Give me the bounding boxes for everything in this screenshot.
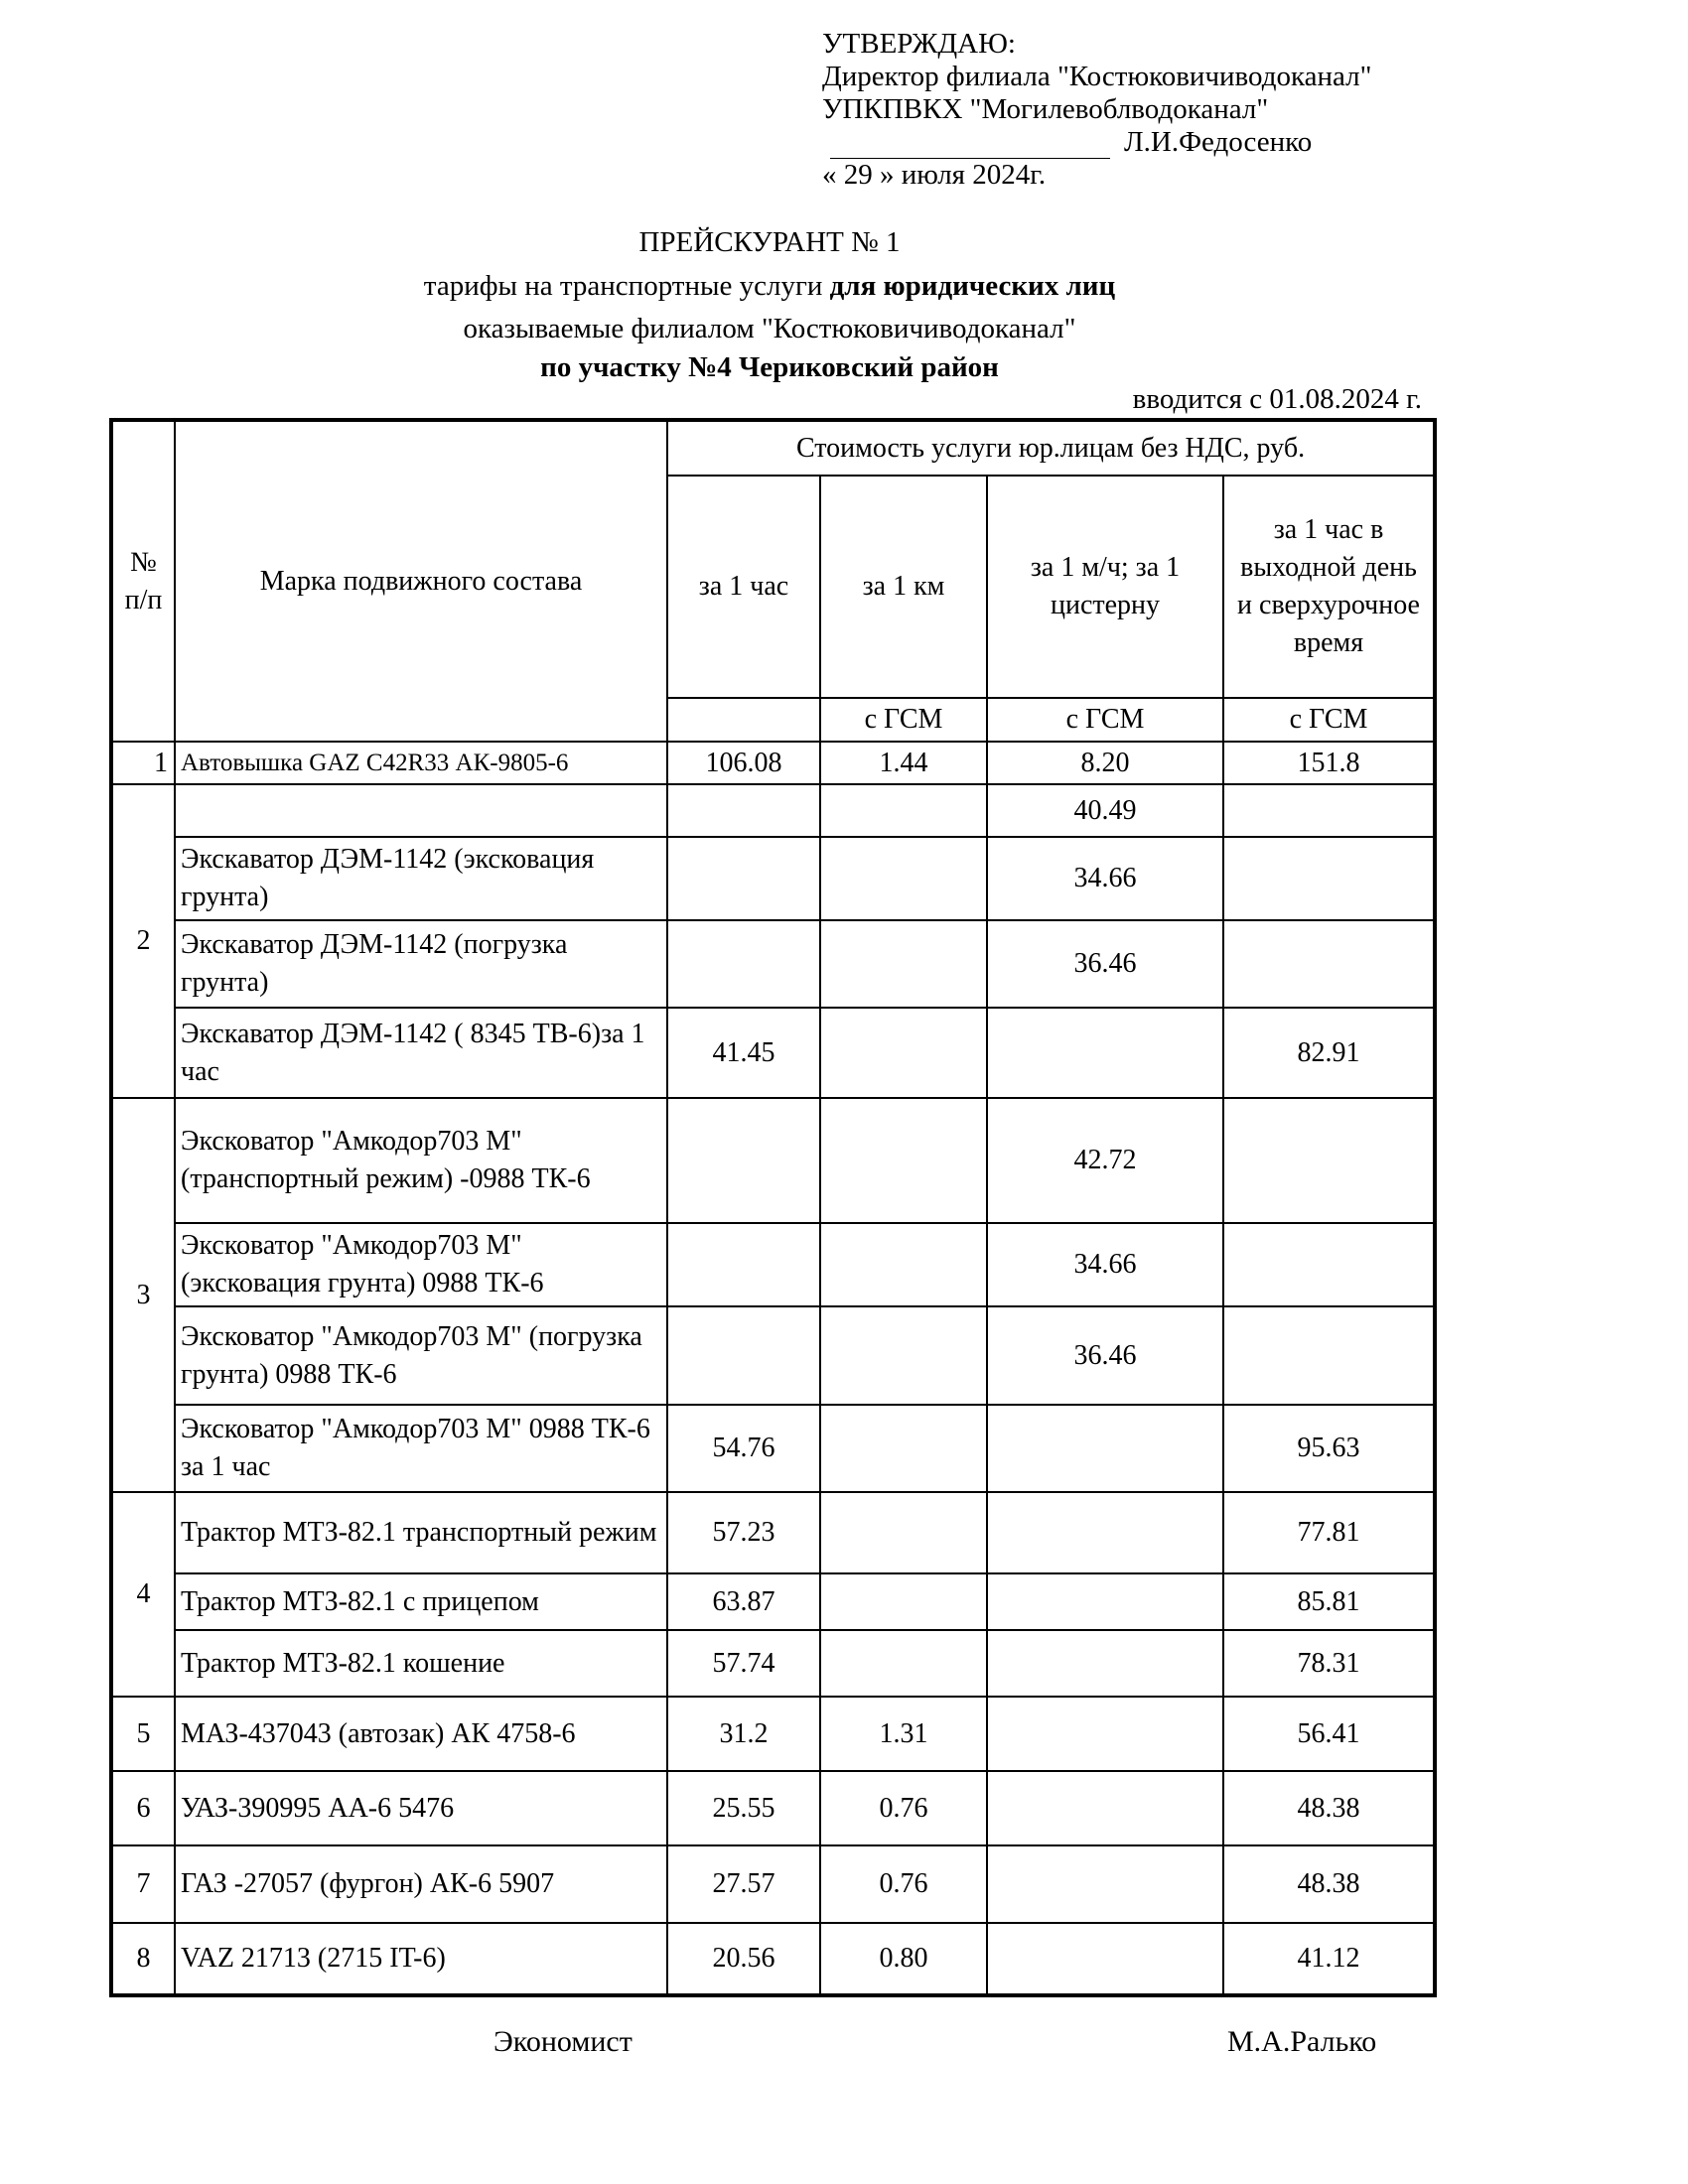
row-name: Трактор МТЗ-82.1 с прицепом	[175, 1573, 667, 1630]
row-km	[820, 784, 987, 837]
header-per-mh: за 1 м/ч; за 1 цистерну	[987, 476, 1223, 698]
row-hour: 54.76	[667, 1405, 820, 1492]
row-hour: 20.56	[667, 1923, 820, 1995]
row-mh: 34.66	[987, 1223, 1223, 1306]
row-hour: 25.55	[667, 1771, 820, 1845]
row-weekend	[1223, 920, 1435, 1008]
row-weekend: 48.38	[1223, 1771, 1435, 1845]
row-km: 1.44	[820, 742, 987, 784]
table-row	[111, 920, 1435, 1008]
row-hour	[667, 920, 820, 1008]
signature-line	[830, 132, 1110, 159]
row-name: Трактор МТЗ-82.1 кошение	[175, 1630, 667, 1697]
row-num: 7	[111, 1845, 175, 1923]
subtitle-bold-part: для юридических лиц	[829, 270, 1116, 302]
row-num: 8	[111, 1923, 175, 1995]
header-weekend: за 1 час в выходной день и сверхурочное время	[1223, 476, 1435, 698]
table-row	[111, 1923, 1435, 1995]
row-weekend: 48.38	[1223, 1845, 1435, 1923]
row-num: 4	[111, 1492, 175, 1697]
row-mh: 42.72	[987, 1098, 1223, 1223]
row-hour	[667, 1098, 820, 1223]
row-weekend: 41.12	[1223, 1923, 1435, 1995]
row-name: VAZ 21713 (2715 IT-6)	[175, 1923, 667, 1995]
table-row	[111, 1405, 1435, 1492]
row-hour: 41.45	[667, 1008, 820, 1098]
row-hour: 57.74	[667, 1630, 820, 1697]
row-weekend: 78.31	[1223, 1630, 1435, 1697]
header-per-km: за 1 км	[820, 476, 987, 698]
row-name: ГАЗ -27057 (фургон) АК-6 5907	[175, 1845, 667, 1923]
table-row	[111, 837, 1435, 920]
row-weekend	[1223, 1098, 1435, 1223]
header-name: Марка подвижного состава	[175, 420, 667, 742]
row-km	[820, 1223, 987, 1306]
document-subtitle-2: оказываемые филиалом "Костюковичиводоканал"	[463, 313, 1076, 344]
row-mh: 40.49	[987, 784, 1223, 837]
table-row	[111, 1630, 1435, 1697]
row-weekend: 82.91	[1223, 1008, 1435, 1098]
row-mh: 36.46	[987, 1306, 1223, 1405]
table-row	[111, 1306, 1435, 1405]
footer-position: Экономист	[493, 2025, 633, 2058]
footer-name: М.А.Ралько	[1227, 2025, 1377, 2058]
row-weekend: 151.8	[1223, 742, 1435, 784]
row-num: 3	[111, 1098, 175, 1492]
approval-line-3: УПКПВКХ "Могилевоблводоканал"	[822, 93, 1269, 125]
approval-date: « 29 » июля 2024г.	[822, 159, 1047, 191]
row-hour	[667, 1223, 820, 1306]
row-km	[820, 920, 987, 1008]
row-mh	[987, 1845, 1223, 1923]
header-num: № п/п	[111, 420, 175, 742]
row-name: УАЗ-390995 АА-6 5476	[175, 1771, 667, 1845]
row-weekend: 56.41	[1223, 1697, 1435, 1771]
row-km	[820, 837, 987, 920]
row-mh: 36.46	[987, 920, 1223, 1008]
row-hour	[667, 784, 820, 837]
document-title: ПРЕЙСКУРАНТ № 1	[638, 226, 901, 258]
row-weekend: 85.81	[1223, 1573, 1435, 1630]
table-row	[111, 1223, 1435, 1306]
row-name: Эксковатор "Амкодор703 М" 0988 ТК-6 за 1 час	[175, 1405, 667, 1492]
row-hour: 27.57	[667, 1845, 820, 1923]
row-hour	[667, 837, 820, 920]
row-name: Эксковатор "Амкодор703 М" (погрузка грунта) 0988 ТК-6	[175, 1306, 667, 1405]
row-name: Экскаватор ДЭМ-1142 ( 8345 ТВ-6)за 1 час	[175, 1008, 667, 1098]
row-weekend	[1223, 784, 1435, 837]
row-km	[820, 1405, 987, 1492]
row-km: 1.31	[820, 1697, 987, 1771]
approval-signer: Л.И.Федосенко	[1124, 126, 1313, 158]
row-mh: 8.20	[987, 742, 1223, 784]
row-mh	[987, 1008, 1223, 1098]
tariff-table	[109, 418, 1437, 1997]
row-mh	[987, 1492, 1223, 1573]
approval-block	[822, 28, 1517, 192]
table-row	[111, 742, 1435, 784]
row-km	[820, 1306, 987, 1405]
approval-line-1: УТВЕРЖДАЮ:	[822, 28, 1016, 60]
row-mh: 34.66	[987, 837, 1223, 920]
row-num: 2	[111, 784, 175, 1098]
approval-signature-row	[822, 126, 1517, 159]
header-per-hour: за 1 час	[667, 476, 820, 698]
table-row	[111, 1098, 1435, 1223]
header-gsm-hour	[667, 698, 820, 742]
effective-date: вводится с 01.08.2024 г.	[1132, 383, 1422, 415]
row-hour: 63.87	[667, 1573, 820, 1630]
row-name: Эксковатор "Амкодор703 М" (эксковация грунта) 0988 ТК-6	[175, 1223, 667, 1306]
row-name: Экскаватор ДЭМ-1142 (эксковация грунта)	[175, 837, 667, 920]
row-num: 6	[111, 1771, 175, 1845]
row-name: Экскаватор ДЭМ-1142 (погрузка грунта)	[175, 920, 667, 1008]
subtitle-normal-part: тарифы на транспортные услуги	[423, 270, 830, 302]
row-weekend	[1223, 837, 1435, 920]
table-row	[111, 1492, 1435, 1573]
row-weekend: 77.81	[1223, 1492, 1435, 1573]
table-row	[111, 1697, 1435, 1771]
row-km: 0.76	[820, 1771, 987, 1845]
approval-line-2: Директор филиала "Костюковичиводоканал"	[822, 61, 1372, 92]
row-km: 0.76	[820, 1845, 987, 1923]
row-mh	[987, 1697, 1223, 1771]
table-row	[111, 784, 1435, 837]
row-mh	[987, 1405, 1223, 1492]
header-gsm-mh: с ГСМ	[987, 698, 1223, 742]
row-name: Трактор МТЗ-82.1 транспортный режим	[175, 1492, 667, 1573]
table-row	[111, 1771, 1435, 1845]
document-subtitle-1	[109, 270, 1430, 303]
row-mh	[987, 1923, 1223, 1995]
row-weekend	[1223, 1306, 1435, 1405]
header-cost-group: Стоимость услуги юр.лицам без НДС, руб.	[667, 420, 1435, 476]
row-weekend	[1223, 1223, 1435, 1306]
table-row	[111, 1573, 1435, 1630]
row-name: МАЗ-437043 (автозак) АК 4758-6	[175, 1697, 667, 1771]
row-km	[820, 1008, 987, 1098]
row-hour: 106.08	[667, 742, 820, 784]
row-name: Автовышка GAZ C42R33 АК-9805-6	[175, 742, 667, 784]
row-km	[820, 1098, 987, 1223]
row-hour	[667, 1306, 820, 1405]
row-name	[175, 784, 667, 837]
row-name: Эксковатор "Амкодор703 М" (транспортный режим) -0988 ТК-6	[175, 1098, 667, 1223]
row-num: 5	[111, 1697, 175, 1771]
header-gsm-km: с ГСМ	[820, 698, 987, 742]
row-weekend: 95.63	[1223, 1405, 1435, 1492]
row-hour: 57.23	[667, 1492, 820, 1573]
row-mh	[987, 1573, 1223, 1630]
row-num: 1	[111, 742, 175, 784]
table-row	[111, 1008, 1435, 1098]
row-km: 0.80	[820, 1923, 987, 1995]
row-mh	[987, 1771, 1223, 1845]
row-km	[820, 1630, 987, 1697]
row-mh	[987, 1630, 1223, 1697]
document-subtitle-3: по участку №4 Чериковский район	[540, 351, 999, 383]
row-km	[820, 1492, 987, 1573]
row-km	[820, 1573, 987, 1630]
header-gsm-weekend: с ГСМ	[1223, 698, 1435, 742]
row-hour: 31.2	[667, 1697, 820, 1771]
table-row	[111, 1845, 1435, 1923]
